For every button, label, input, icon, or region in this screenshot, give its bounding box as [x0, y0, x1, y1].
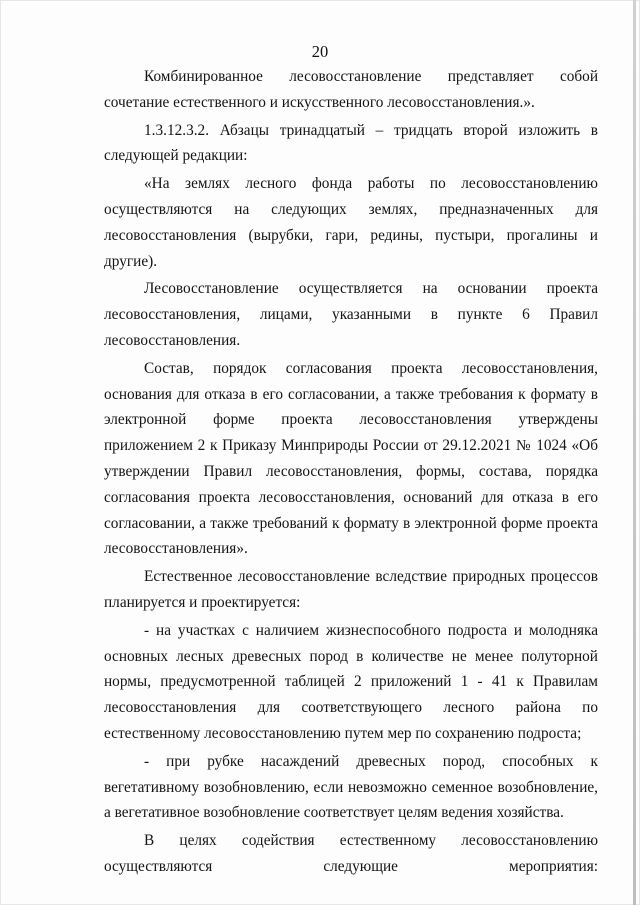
paragraph: - на участках с наличием жизнеспособного подроста и молодняка основных лесных древесных пород в количестве не менее полуторной нормы, предусмотренной таблицей 2 приложений 1 - 41 к Правилам лесовосстановления для соответствующего лесного района по естественному лесовосстановлению путем мер по сохранению подроста;	[104, 621, 598, 742]
scan-edge-shadow	[633, 0, 636, 905]
paragraph: «На землях лесного фонда работы по лесовосстановлению осуществляются на следующих землях, предназначенных для лесовосстановления (вырубки, гари, редины, пустыри, прогалины и другие).	[104, 175, 598, 270]
paragraph: Лесовосстановление осуществляется на основании проекта лесовосстановления, лицами, указанными в пункте 6 Правил лесовосстановления.	[104, 280, 598, 349]
paragraph: Естественное лесовосстановление вследствие природных процессов планируется и проектируется:	[104, 568, 598, 611]
paragraph: Состав, порядок согласования проекта лесовосстановления, основания для отказа в его согласовании, а также требования к формату в электронной форме проекта лесовосстановления утверждены приложением 2 к Приказу Минприроды России от 29.12.2021 № 1024 «Об утверждении Правил лесовосстановления, формы, состава, порядка согласования проекта лесовосстановления, оснований для отказа в его согласовании, а также требований к формату в электронной форме проекта лесовосстановления».	[104, 359, 598, 558]
paragraph: - при рубке насаждений древесных пород, способных к вегетативному возобновлению, если невозможно семенное возобновление, а вегетативное возобновление соответствует целям ведения хозяйства.	[104, 752, 598, 822]
paragraph: Комбинированное лесовосстановление представляет собой сочетание естественного и искусственного лесовосстановления.».	[104, 68, 598, 111]
paragraph: 1.3.12.3.2. Абзацы тринадцатый – тридцать второй изложить в следующей редакции:	[104, 121, 598, 165]
page-number: 20	[311, 42, 329, 61]
paragraph: В целях содействия естественному лесовосстановлению осуществляются следующие мероприятия:	[104, 832, 598, 875]
body-text	[104, 64, 598, 880]
